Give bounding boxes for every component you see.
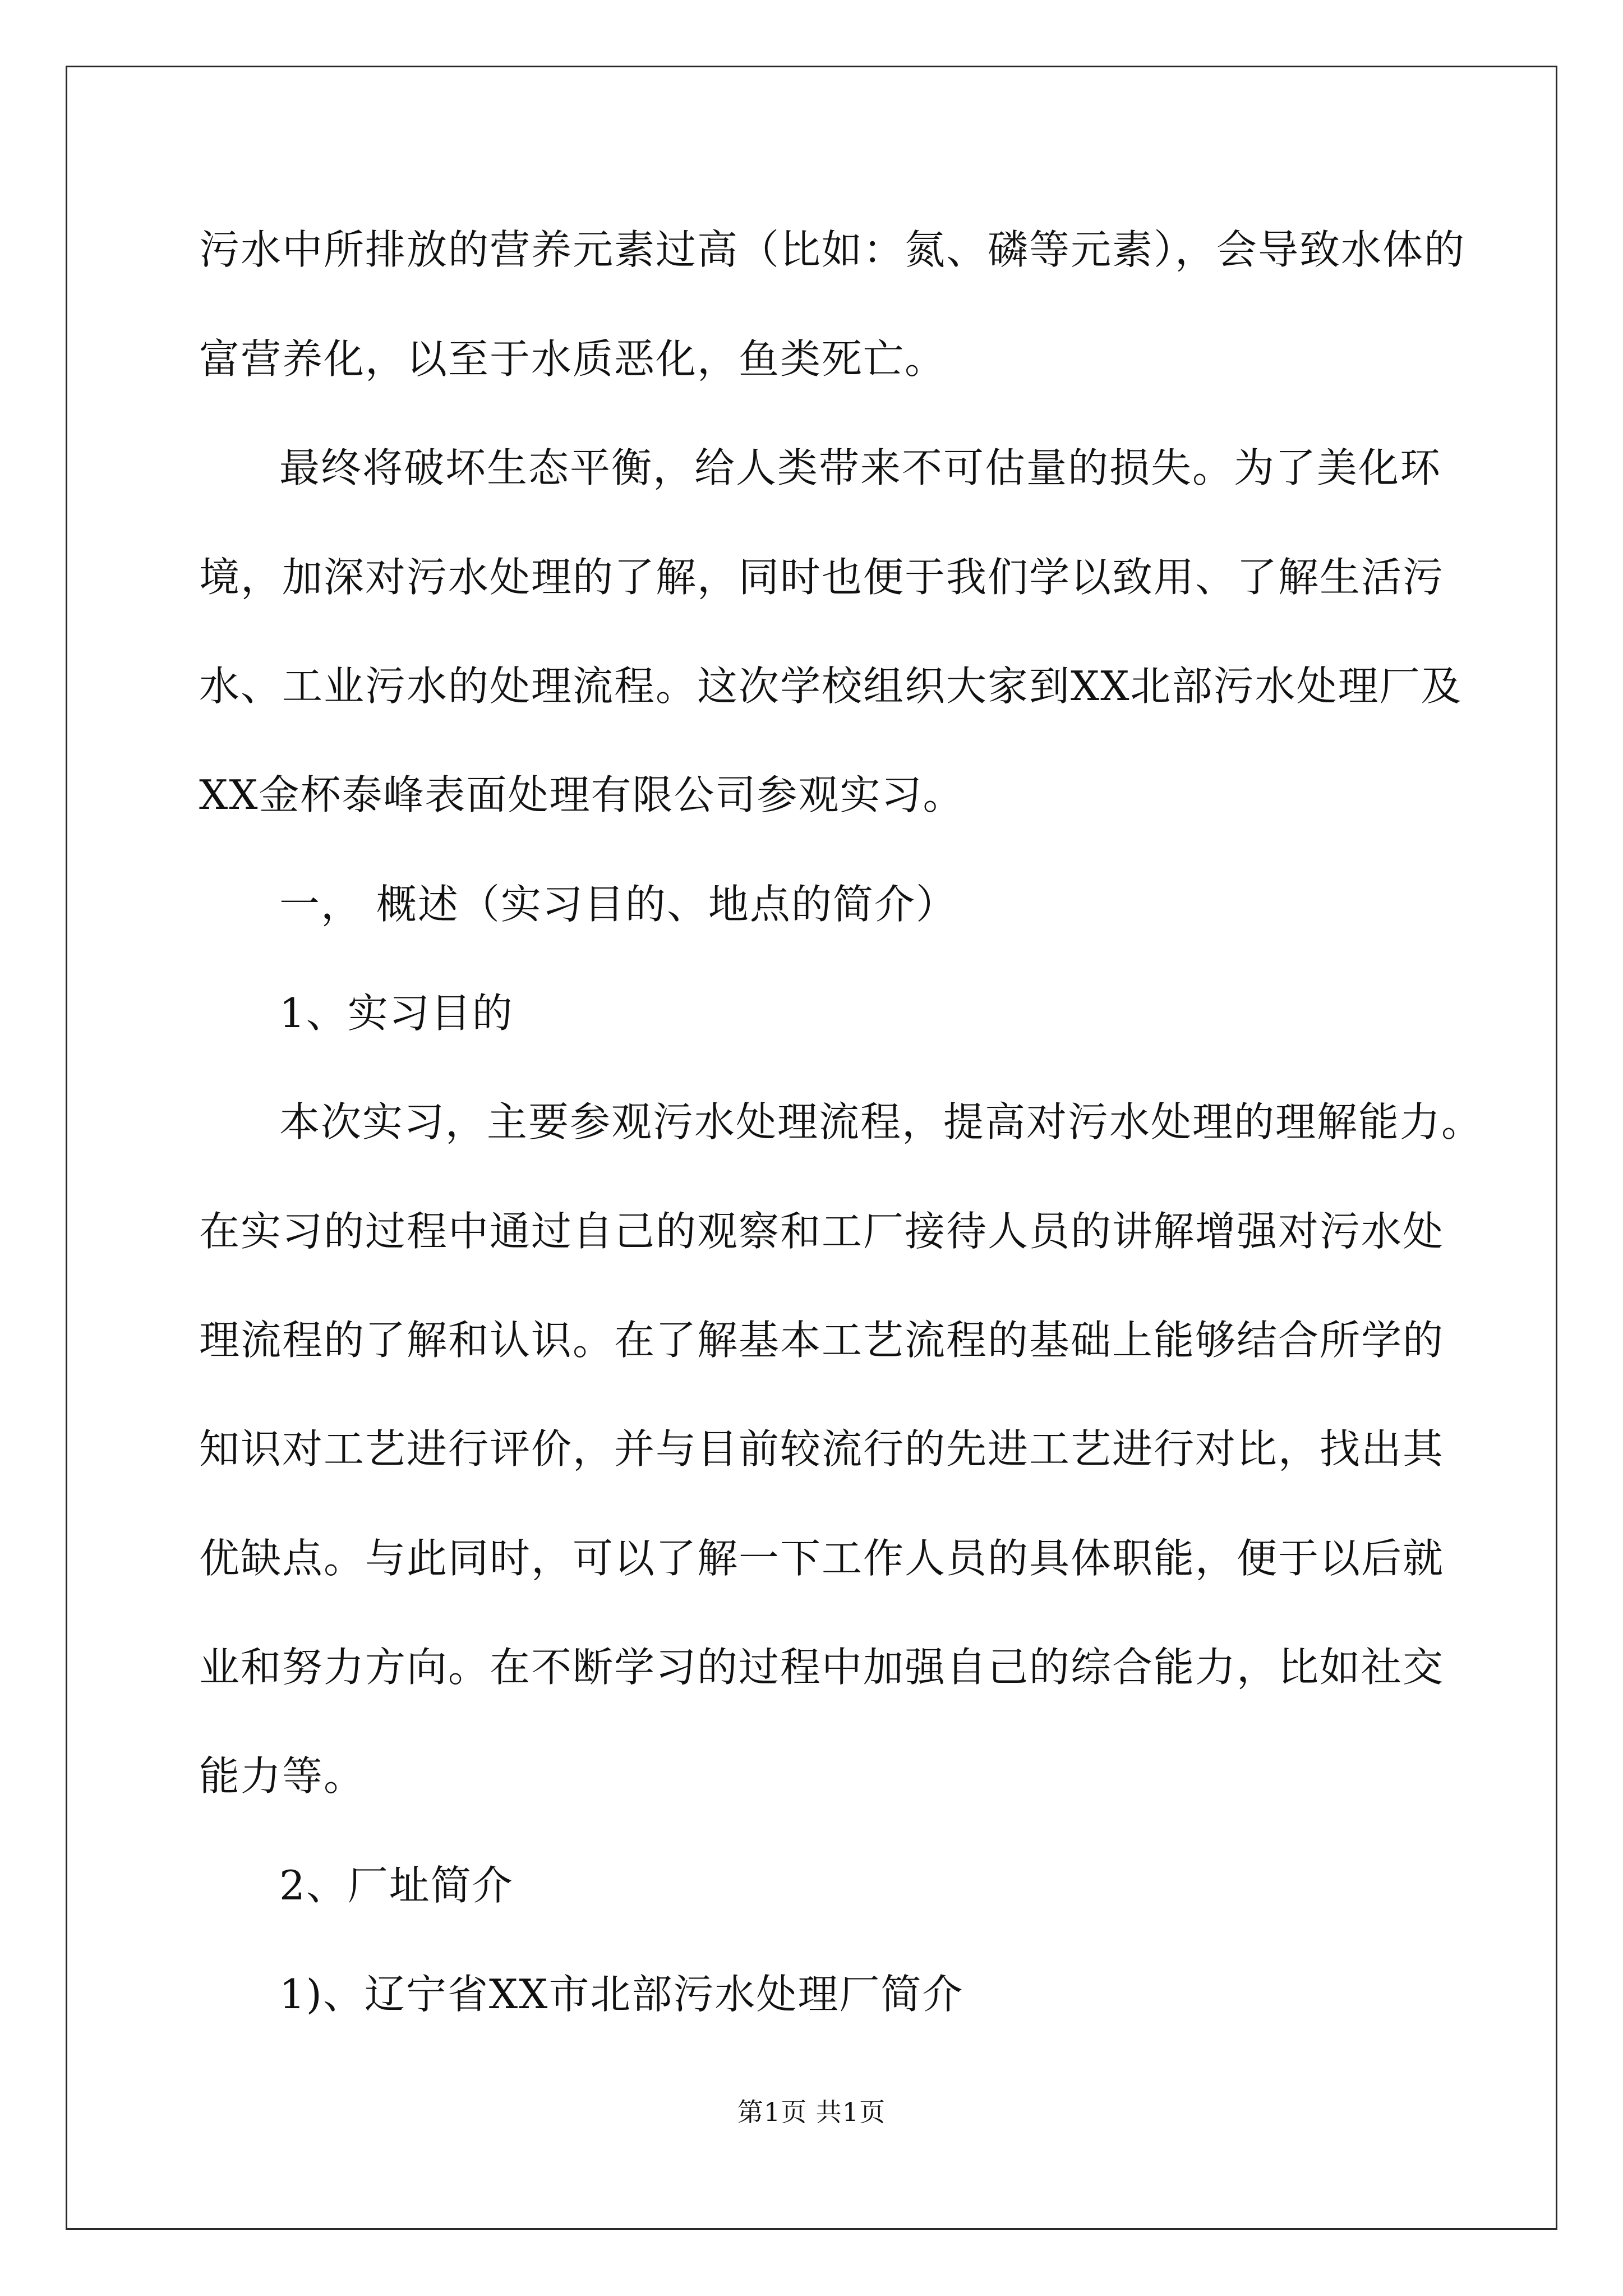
subheading-site: 2、厂址简介 [279, 1862, 514, 1909]
paragraph-line-11: 理流程的了解和认识。在了解基本工艺流程的基础上能够结合所学的 [199, 1317, 1445, 1364]
subheading-plant-intro: 1)、辽宁省XX市北部污水处理厂简介 [279, 1971, 964, 2018]
paragraph-line-14: 业和努力方向。在不断学习的过程中加强自己的综合能力，比如社交 [199, 1644, 1445, 1691]
paragraph-line-3: 最终将破坏生态平衡，给人类带来不可估量的损失。为了美化环 [279, 444, 1442, 491]
paragraph-line-1: 污水中所排放的营养元素过高（比如：氮、磷等元素），会导致水体的 [199, 226, 1466, 273]
paragraph-line-5: 水、工业污水的处理流程。这次学校组织大家到XX北部污水处理厂及 [199, 662, 1463, 710]
paragraph-line-2: 富营养化，以至于水质恶化，鱼类死亡。 [199, 335, 947, 383]
page-number-footer: 第1页 共1页 [737, 2097, 886, 2127]
paragraph-line-15: 能力等。 [199, 1752, 366, 1800]
paragraph-line-10: 在实习的过程中通过自己的观察和工厂接待人员的讲解增强对污水处 [199, 1208, 1445, 1255]
section-heading-overview: 一， 概述（实习目的、地点的简介） [279, 881, 957, 928]
subheading-purpose: 1、实习目的 [279, 990, 514, 1037]
paragraph-line-12: 知识对工艺进行评价，并与目前较流行的先进工艺进行对比，找出其 [199, 1425, 1445, 1473]
paragraph-line-13: 优缺点。与此同时，可以了解一下工作人员的具体职能，便于以后就 [199, 1535, 1445, 1582]
paragraph-line-4: 境，加深对污水处理的了解，同时也便于我们学以致用、了解生活污 [199, 554, 1445, 601]
paragraph-line-6: XX金杯泰峰表面处理有限公司参观实习。 [199, 771, 965, 818]
paragraph-line-9: 本次实习，主要参观污水处理流程，提高对污水处理的理解能力。 [279, 1098, 1483, 1145]
